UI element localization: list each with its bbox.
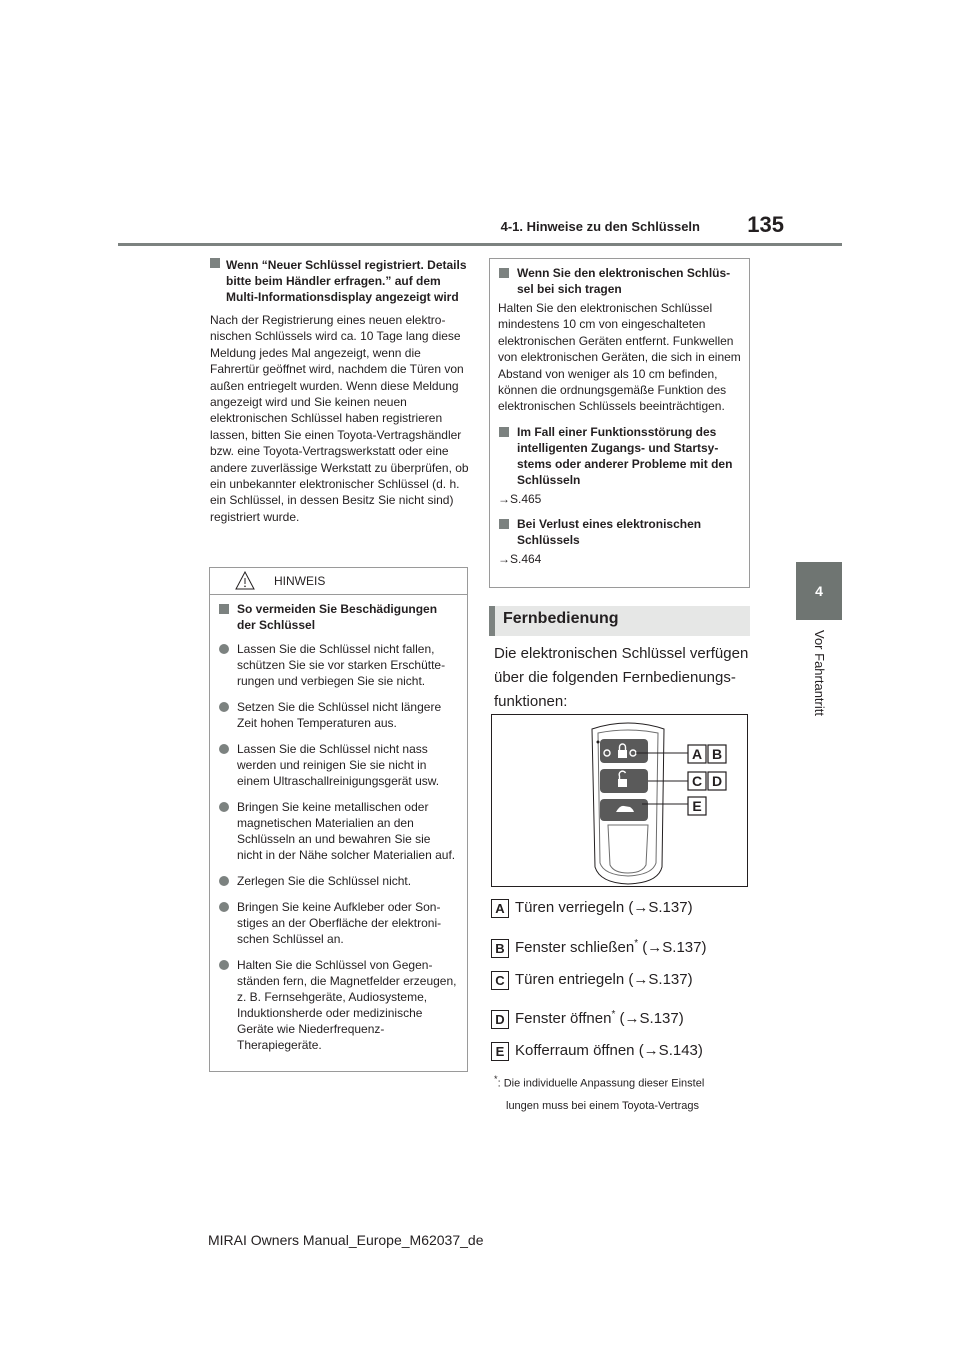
key-fob-figure — [491, 714, 748, 887]
list-item: Lassen Sie die Schlüssel nicht nass werden und reinigen Sie sie nicht in einem Ultraschallreinigungsgerät usw. — [218, 741, 459, 789]
list-item: Zerlegen Sie die Schlüssel nicht. — [218, 873, 459, 889]
info-heading-carry: Wenn Sie den elektronischen Schlüssel bei sich tragen — [498, 265, 741, 297]
notice-header — [210, 568, 467, 595]
square-bullet-icon — [499, 519, 509, 529]
figure-label-e: E — [692, 798, 702, 814]
list-item: Lassen Sie die Schlüssel nicht fallen, schützen Sie sie vor starken Erschütterungen und verbiegen Sie sie nicht. — [218, 641, 459, 689]
section-title: 4-1. Hinweise zu den Schlüsseln — [500, 219, 700, 234]
list-item: Halten Sie die Schlüssel von Gegenständen fern, die Magnetfelder erzeugen, z. B. Fernsehgeräte, Audiosysteme, Induktionsherde oder medizinische Geräte wie Niederfrequenz-Therapiegeräte. — [218, 957, 459, 1053]
notice-heading: So vermeiden Sie Beschädigungen der Schlüssel — [218, 601, 459, 633]
key-fob-illustration — [492, 715, 747, 886]
left-column — [210, 257, 470, 525]
function-item-d: D Fenster öffnen* (→S.137) — [491, 1005, 756, 1029]
footnote: *: Die individuelle Anpassung dieser Einstel lungen muss bei einem Toyota-Vertrags — [494, 1074, 705, 1112]
round-bullet-icon — [219, 744, 229, 754]
list-item: Setzen Sie die Schlüssel nicht längere Zeit hohen Temperaturen aus. — [218, 699, 459, 731]
function-item-b: B Fenster schließen* (→S.137) — [491, 934, 756, 958]
header-rule — [118, 243, 842, 246]
info-heading-malfunction: Im Fall einer Funktionsstörung des intelligenten Zugangs- und Startsystems oder anderer Probleme mit den Schlüsseln — [498, 424, 741, 488]
info-box — [489, 258, 750, 588]
remote-section-heading: Fernbedienung — [489, 606, 750, 636]
list-item: Bringen Sie keine Aufkleber oder Sonstiges an der Oberfläche der elektronischen Schlüssel an. — [218, 899, 459, 947]
remote-intro: Die elektronischen Schlüssel verfügen über die folgenden Fernbedienungsfunktionen: — [494, 645, 749, 710]
round-bullet-icon — [219, 960, 229, 970]
chapter-title: Vor Fahrtantritt — [812, 630, 827, 716]
square-bullet-icon — [499, 427, 509, 437]
page-number: 135 — [747, 212, 784, 237]
figure-label-d: D — [711, 773, 723, 789]
function-item-c: C Türen entriegeln (→S.137) — [491, 970, 756, 990]
round-bullet-icon — [219, 802, 229, 812]
square-bullet-icon — [210, 258, 220, 268]
page-reference-link[interactable]: →S.465 — [498, 491, 542, 506]
message-paragraph: Nach der Registrierung eines neuen elektronischen Schlüssels wird ca. 10 Tage lang diese Meldung jedes Mal angezeigt, wenn die Fahrertür geöffnet wird, nachdem die Türen von außen entriegelt wurden. Wenn diese Meldung angezeigt wird und Sie keinen neuen elektronischen Schlüssel haben registrieren lassen, bitten Sie einen Toyota-Vertragshändler bzw. eine Toyota-Vertragswerkstatt oder eine andere zuverlässige Werkstatt zu überprüfen, ob ein unbekannter elektronischer Schlüssel (d. h. ein Schlüssel, in dessen Besitz Sie nicht sind) registriert wurde. — [210, 313, 469, 524]
figure-label-b: B — [711, 746, 723, 762]
figure-label-a: A — [691, 746, 703, 762]
round-bullet-icon — [219, 702, 229, 712]
square-bullet-icon — [499, 268, 509, 278]
info-text-carry: Halten Sie den elektronischen Schlüssel mindestens 10 cm von eingeschalteten elektronischen Geräten entfernt. Funkwellen von elektronischen Geräten, die sich in einem Abstand von weniger als 10 cm befinden, können die ordnungsgemäße Funktion des elektronischen Schlüssels beeinträchtigen. — [498, 301, 741, 414]
list-item: Bringen Sie keine metallischen oder magnetischen Materialien an den Schlüsseln an und bewahren Sie sie nicht in der Nähe solcher Materialien auf. — [218, 799, 459, 863]
figure-label-c: C — [691, 773, 703, 789]
footer-text: MIRAI Owners Manual_Europe_M62037_de — [208, 1232, 484, 1248]
round-bullet-icon — [219, 902, 229, 912]
notice-label: HINWEIS — [274, 574, 326, 588]
function-item-a: A Türen verriegeln (→S.137) — [491, 898, 756, 918]
round-bullet-icon — [219, 876, 229, 886]
page-reference-link[interactable]: →S.464 — [498, 551, 542, 566]
function-item-e: E Kofferraum öffnen (→S.143) — [491, 1041, 756, 1061]
chapter-number: 4 — [815, 583, 823, 599]
notice-box — [209, 567, 468, 1072]
info-heading-loss: Bei Verlust eines elektronischen Schlüssels — [498, 516, 741, 548]
warning-triangle-icon — [235, 571, 255, 590]
round-bullet-icon — [219, 644, 229, 654]
square-bullet-icon — [219, 604, 229, 614]
chapter-tab[interactable] — [796, 562, 842, 620]
message-heading: Wenn “Neuer Schlüssel registriert. Details bitte beim Händler erfragen.” auf dem Multi-Informationsdisplay angezeigt wird — [210, 257, 470, 305]
